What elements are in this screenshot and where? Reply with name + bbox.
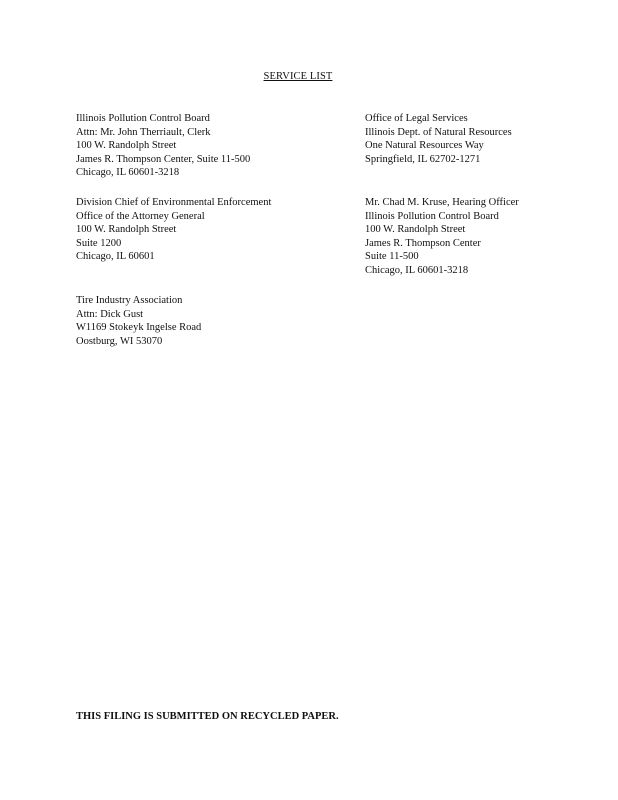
address-line: Attn: Mr. John Therriault, Clerk xyxy=(76,126,211,138)
recipient-pollution-control-board-clerk xyxy=(76,112,250,180)
address-line: Oostburg, WI 53070 xyxy=(76,335,163,347)
address-line: One Natural Resources Way xyxy=(365,140,484,152)
recipient-hearing-officer xyxy=(365,196,519,278)
address-line: Suite 11-500 xyxy=(365,251,419,263)
address-line: Office of the Attorney General xyxy=(76,210,205,222)
address-line: Chicago, IL 60601-3218 xyxy=(76,167,180,179)
address-line: Springfield, IL 62702-1271 xyxy=(365,153,481,165)
address-line: W1169 Stokeyk Ingelse Road xyxy=(76,322,202,334)
address-line: 100 W. Randolph Street xyxy=(76,140,177,152)
address-line: Attn: Dick Gust xyxy=(76,308,144,320)
address-line: Illinois Pollution Control Board xyxy=(365,210,499,222)
recipient-tire-industry-association xyxy=(76,294,201,348)
recycled-paper-notice: THIS FILING IS SUBMITTED ON RECYCLED PAPER. xyxy=(76,711,339,722)
address-line: James R. Thompson Center, Suite 11-500 xyxy=(76,153,251,165)
recipient-office-of-legal-services xyxy=(365,112,512,166)
address-line: James R. Thompson Center xyxy=(365,237,481,249)
address-line: Office of Legal Services xyxy=(365,113,468,124)
address-line: Tire Industry Association xyxy=(76,295,183,306)
address-line: 100 W. Randolph Street xyxy=(76,224,177,236)
service-list-title: SERVICE LIST xyxy=(263,71,333,82)
address-line: Chicago, IL 60601-3218 xyxy=(365,264,469,276)
address-line: 100 W. Randolph Street xyxy=(365,224,466,236)
address-line: Division Chief of Environmental Enforcement xyxy=(76,197,272,208)
address-line: Chicago, IL 60601 xyxy=(76,251,155,263)
address-line: Illinois Dept. of Natural Resources xyxy=(365,126,512,138)
recipient-environmental-enforcement xyxy=(76,196,271,264)
address-line: Mr. Chad M. Kruse, Hearing Officer xyxy=(365,197,519,208)
address-line: Illinois Pollution Control Board xyxy=(76,113,210,124)
address-line: Suite 1200 xyxy=(76,237,122,249)
